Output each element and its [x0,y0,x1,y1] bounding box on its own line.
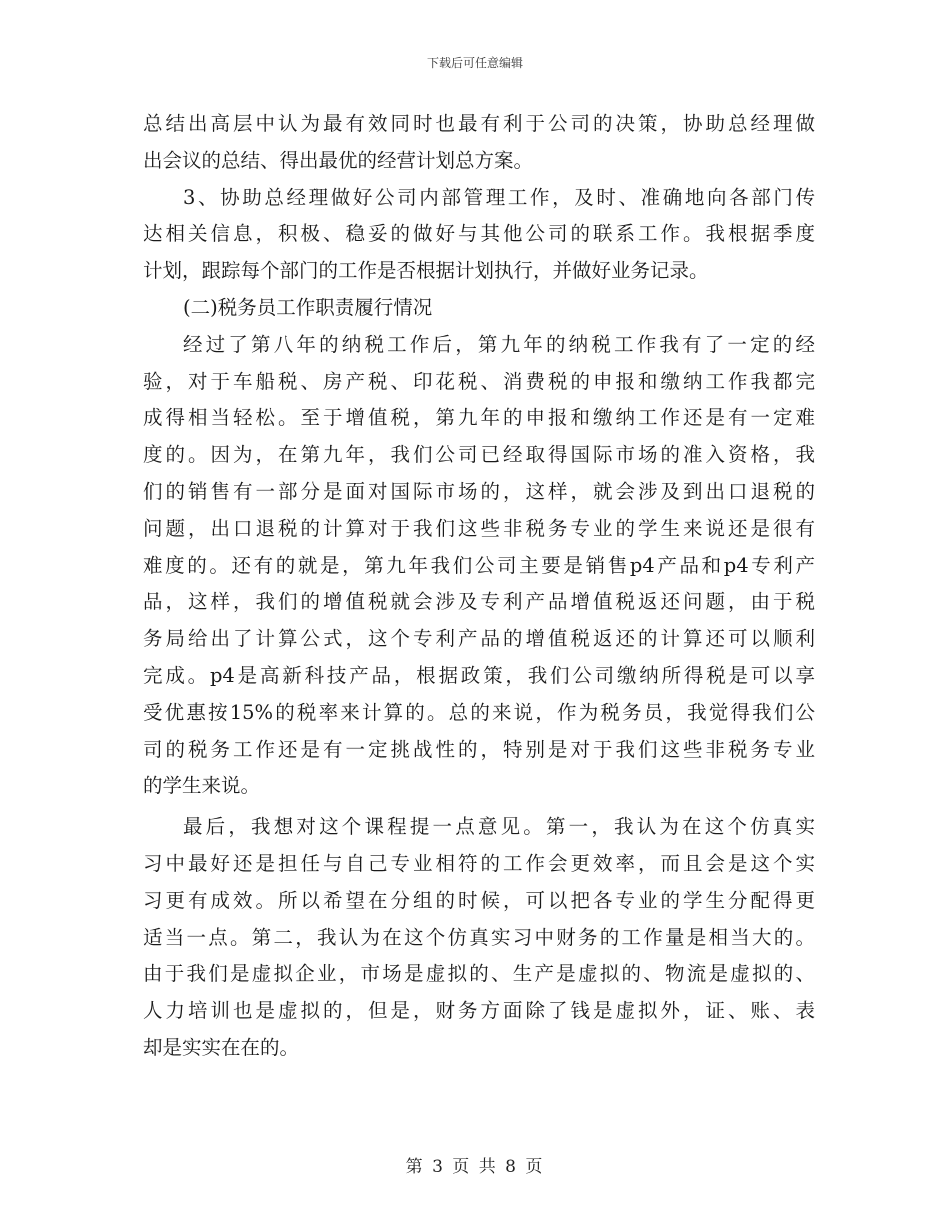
text-line: 问题，出口退税的计算对于我们这些非税务专业的学生来说还是很有 [143,516,815,540]
text-line: 品，这样，我们的增值税就会涉及专利产品增值税返还问题，由于税 [143,590,815,614]
text-line: 完成。p4是高新科技产品，根据政策，我们公司缴纳所得税是可以享 [143,663,815,687]
text-line: 验，对于车船税、房产税、印花税、消费税的申报和缴纳工作我都完 [143,369,815,393]
text-line: 成得相当轻松。至于增值税，第九年的申报和缴纳工作还是有一定难 [143,406,815,430]
document-body [143,106,815,1067]
text-line: 3、协助总经理做好公司内部管理工作，及时、准确地向各部门传 [183,185,815,209]
text-line: 计划，跟踪每个部门的工作是否根据计划执行，并做好业务记录。 [143,259,709,283]
text-line: 由于我们是虚拟企业，市场是虚拟的、生产是虚拟的、物流是虚拟的、 [143,962,815,986]
text-line: 司的税务工作还是有一定挑战性的，特别是对于我们这些非税务专业 [143,737,815,761]
section-heading: (二)税务员工作职责履行情况 [183,295,433,319]
text-line: 适当一点。第二，我认为在这个仿真实习中财务的工作量是相当大的。 [143,925,815,949]
page-number: 第 3 页 共 8 页 [405,1157,545,1177]
text-line: 难度的。还有的就是，第九年我们公司主要是销售p4产品和p4专利产 [143,553,815,577]
text-line: 务局给出了计算公式，这个专利产品的增值税返还的计算还可以顺利 [143,627,815,651]
text-line: 受优惠按15%的税率来计算的。总的来说，作为税务员，我觉得我们公 [143,700,815,724]
text-line: 却是实实在在的。 [143,1035,300,1059]
text-line: 出会议的总结、得出最优的经营计划总方案。 [143,148,534,172]
text-line: 们的销售有一部分是面对国际市场的，这样，就会涉及到出口退税的 [143,479,815,503]
text-line: 达相关信息，积极、稳妥的做好与其他公司的联系工作。我根据季度 [143,222,815,246]
text-line: 度的。因为，在第九年，我们公司已经取得国际市场的准入资格，我 [143,443,815,467]
text-line: 经过了第八年的纳税工作后，第九年的纳税工作我有了一定的经 [183,332,815,356]
text-line: 人力培训也是虚拟的，但是，财务方面除了钱是虚拟外，证、账、表 [143,999,815,1023]
text-line: 的学生来说。 [143,774,261,798]
page-header: 下载后可任意编辑 [426,56,523,70]
text-line: 习中最好还是担任与自己专业相符的工作会更效率，而且会是这个实 [143,851,815,875]
text-line: 总结出高层中认为最有效同时也最有利于公司的决策，协助总经理做 [143,112,815,135]
text-line: 最后，我想对这个课程提一点意见。第一，我认为在这个仿真实 [183,815,815,839]
text-line: 习更有成效。所以希望在分组的时候，可以把各专业的学生分配得更 [143,888,815,912]
